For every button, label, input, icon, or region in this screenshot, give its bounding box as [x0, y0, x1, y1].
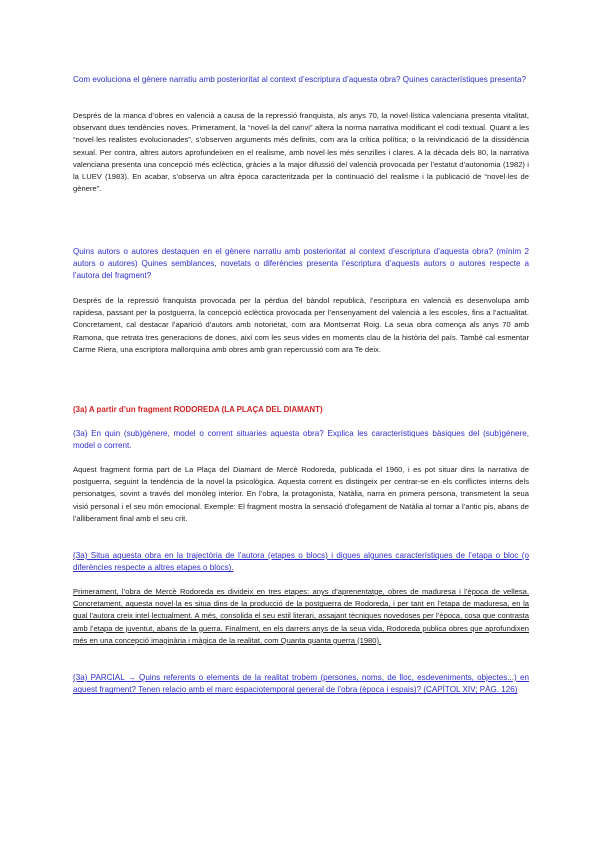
- answer-2: [73, 295, 529, 356]
- question-3-text: (3a) En quin (sub)gènere, model o corrent situaries aquesta obra? Explica les característiques bàsiques del (sub)gènere, model o corrent.: [73, 429, 529, 451]
- question-4: [73, 550, 529, 574]
- question-1-text: Com evoluciona el gènere narratiu amb posterioritat al context d’escriptura d’aquesta obra? Quines característiques presenta?: [73, 75, 527, 84]
- question-1: [73, 74, 529, 86]
- answer-3-text: Aquest fragment forma part de La Plaça del Diamant de Mercè Rodoreda, publicada el 1960, i es pot situar dins la narrativa de postguerra, seguint la tendència de la novel·la psicològica. Aquesta corrent es distingeix per centrar-se en els conflictes interns dels personatges, sovint a través del monòleg interior. En l’obra, la protagonista, Natàlia, narra en primera persona, transmetent la seua visió personal i el seu món emocional. Exemple: El fragment mostra la sensació d’ofegament de Natàlia al tornar a l’antic pis, abans de l’alliberament final amb el seu crit.: [73, 465, 529, 523]
- section-title: [73, 404, 529, 416]
- answer-4-text: Primerament, l’obra de Mercè Rodoreda es divideix en tres etapes: anys d’aprenentatge, obres de maduresa i l’època de vellesa. Concretament, aquesta novel·la es situa dins de la producció de la postguerra de Rodoreda, i per tant en l’etapa de maduresa, en la qual l’autora creix intel·lectualment. A més, consolida el seu estil literari, assajant tècniques novedoses per l’època, cosa que contrasta amb l’etapa de juventut, abans de la guerra. Finalment, en els darrers anys de la seua vida, Rodoreda publica obres que aprofundixen més en una concepció imaginària i màgica de la realitat, com Quanta quanta guerra (1980).: [73, 587, 529, 645]
- section-title-text: (3a) A partir d’un fragment RODOREDA (LA PLAÇA DEL DIAMANT): [73, 405, 323, 414]
- answer-3: [73, 464, 529, 525]
- answer-1: [73, 110, 529, 195]
- question-4-text: (3a) Situa aquesta obra en la trajectòria de l’autora (etapes o blocs) i digues algunes característiques de l’etapa o bloc (o diferències respecte a altres etapes o blocs).: [73, 551, 529, 573]
- answer-4: [73, 586, 529, 647]
- answer-1-text: Després de la manca d’obres en valencià a causa de la repressió franquista, als anys 70, la novel·lística valenciana presenta vitalitat, observant dues tendències noves. Primerament, la “novel·la del canvi” altera la norma narrativa modificant el codi textual. Quant a les “novel·les realistes evolucionades”, s’observen arguments més definits, com ara la crítica política; o la reivindicació de la dissidència sexual. Per contra, altres autors aprofundeixen en el realisme, amb novel·les més senzilles i clares. A la dècada dels 80, la narrativa valenciana presenta una concepció més eclèctica, gràcies a la major difussió del valencià provocada per l’estatut d’autonomia (1982) i la LUEV (1983). En acabar, s’observa un altra època caracteritzada per la continuació del realisme i la publicació de “novel·les de gènere”.: [73, 111, 529, 194]
- document-page: [73, 0, 529, 848]
- question-5-text: (3a) PARCIAL → Quins referents o elements de la realitat trobem (persones, noms, de lloc, esdeveniments, objectes...) en aquest fragment? Tenen relacio amb el marc espaciotemporal general de l’obra (època i espais)? (CAPÍTOL XIV; PÀG. 126): [73, 673, 529, 695]
- question-2-text: Quins autors o autores destaquen en el gènere narratiu amb posterioritat al context d’escriptura d’aquesta obra? (mínim 2 autors o autores) Quines semblances, novetats o diferències presenta l’escriptura d’aquests autors o autores respecte a l’autora del fragment?: [73, 247, 529, 281]
- question-3: [73, 428, 529, 452]
- question-5: [73, 672, 529, 696]
- question-2: [73, 246, 529, 283]
- answer-2-text: Després de la repressió franquista provocada per la pèrdua del bàndol republicà, l’escriptura en valencià es desenvolupa amb rapidesa, passant per la postguerra, la concepció eclèctica provocada per l’ensenyament del valencià a les escoles, fins a l’actualitat. Concretament, cal destacar l’aparició d’autors amb notorietat, com ara Montserrat Roig. La seua obra comença als anys 70 amb Ramona, que retrata tres generacions de dones, així com les seus vides en moments clau de la història del país. També cal esmentar Carme Riera, una escriptora mallorquina amb obres amb gran repercussió com ara Te deix.: [73, 296, 529, 354]
